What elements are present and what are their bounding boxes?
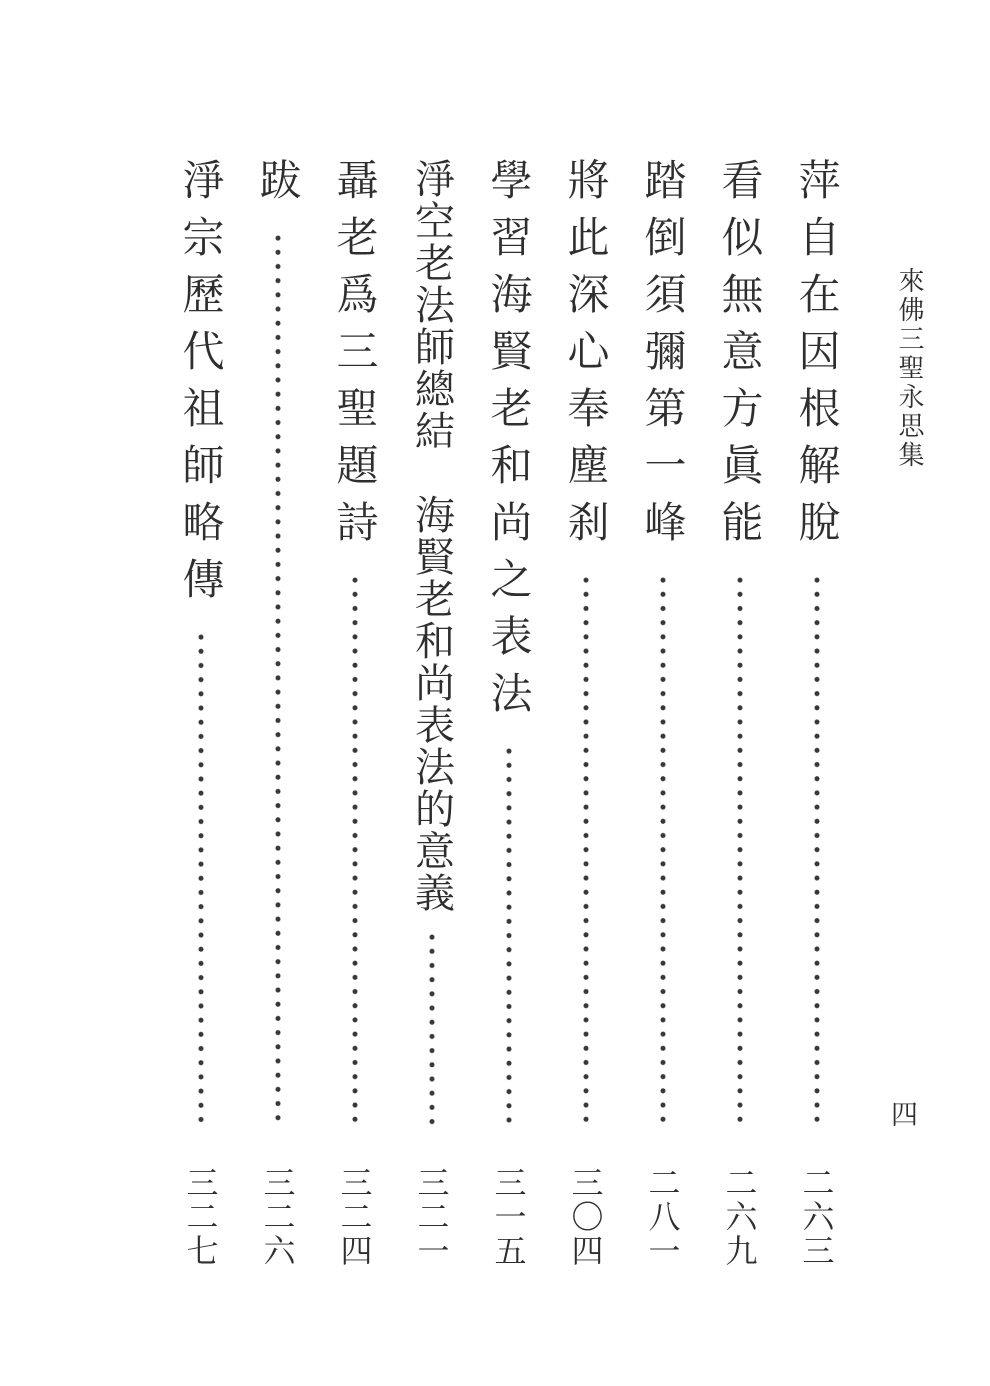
toc-entry-page-number: 三二一 [412,1166,451,1268]
dotted-leader [505,742,513,1126]
toc-entry-title: 跋 [253,158,303,215]
toc-entry-page-number: 三一五 [489,1166,528,1268]
toc-entry [393,158,470,1270]
toc-entry-page-number: 二六三 [797,1166,836,1268]
dotted-leader [659,571,667,1126]
dotted-leader [351,571,359,1126]
toc-entry [316,158,393,1270]
toc-entry-page-number: 三二六 [258,1166,297,1268]
toc-entry-page-number: 三二七 [181,1166,220,1268]
dotted-leader [813,571,821,1126]
toc-entry-page-number: 二六九 [720,1166,759,1268]
toc-entry [239,158,316,1270]
folio-page-number: 四 [891,1100,918,1131]
running-head-book-title: 來佛三聖永思集 [894,267,924,470]
toc-entry-page-number: 二八一 [643,1166,682,1268]
toc-entry-title: 淨宗歷代祖師略傳 [176,158,226,614]
toc-entry [162,158,239,1270]
dotted-leader [197,628,205,1126]
toc-entry-title: 看似無意方眞能 [715,158,765,557]
toc-entry-title: 將此深心奉塵刹 [561,158,611,557]
toc-entry-title: 淨空老法師總結 海賢老和尚表法的意義 [408,158,455,914]
toc-entry [470,158,547,1270]
toc-entry-title: 踏倒須彌第一峰 [638,158,688,557]
toc-entry-title: 萍自在因根解脫 [792,158,842,557]
toc-entry-page-number: 三二四 [335,1166,374,1268]
dotted-leader [736,571,744,1126]
toc-entry-page-number: 三〇四 [566,1166,605,1268]
dotted-leader [582,571,590,1126]
toc-entry [547,158,624,1270]
table-of-contents [162,158,855,1270]
toc-entry-title: 學習海賢老和尚之表法 [484,158,534,728]
dotted-leader [274,229,282,1126]
toc-entry [624,158,701,1270]
toc-entry [778,158,855,1270]
toc-entry [701,158,778,1270]
dotted-leader [428,928,436,1126]
toc-entry-title: 聶老爲三聖題詩 [330,158,380,557]
